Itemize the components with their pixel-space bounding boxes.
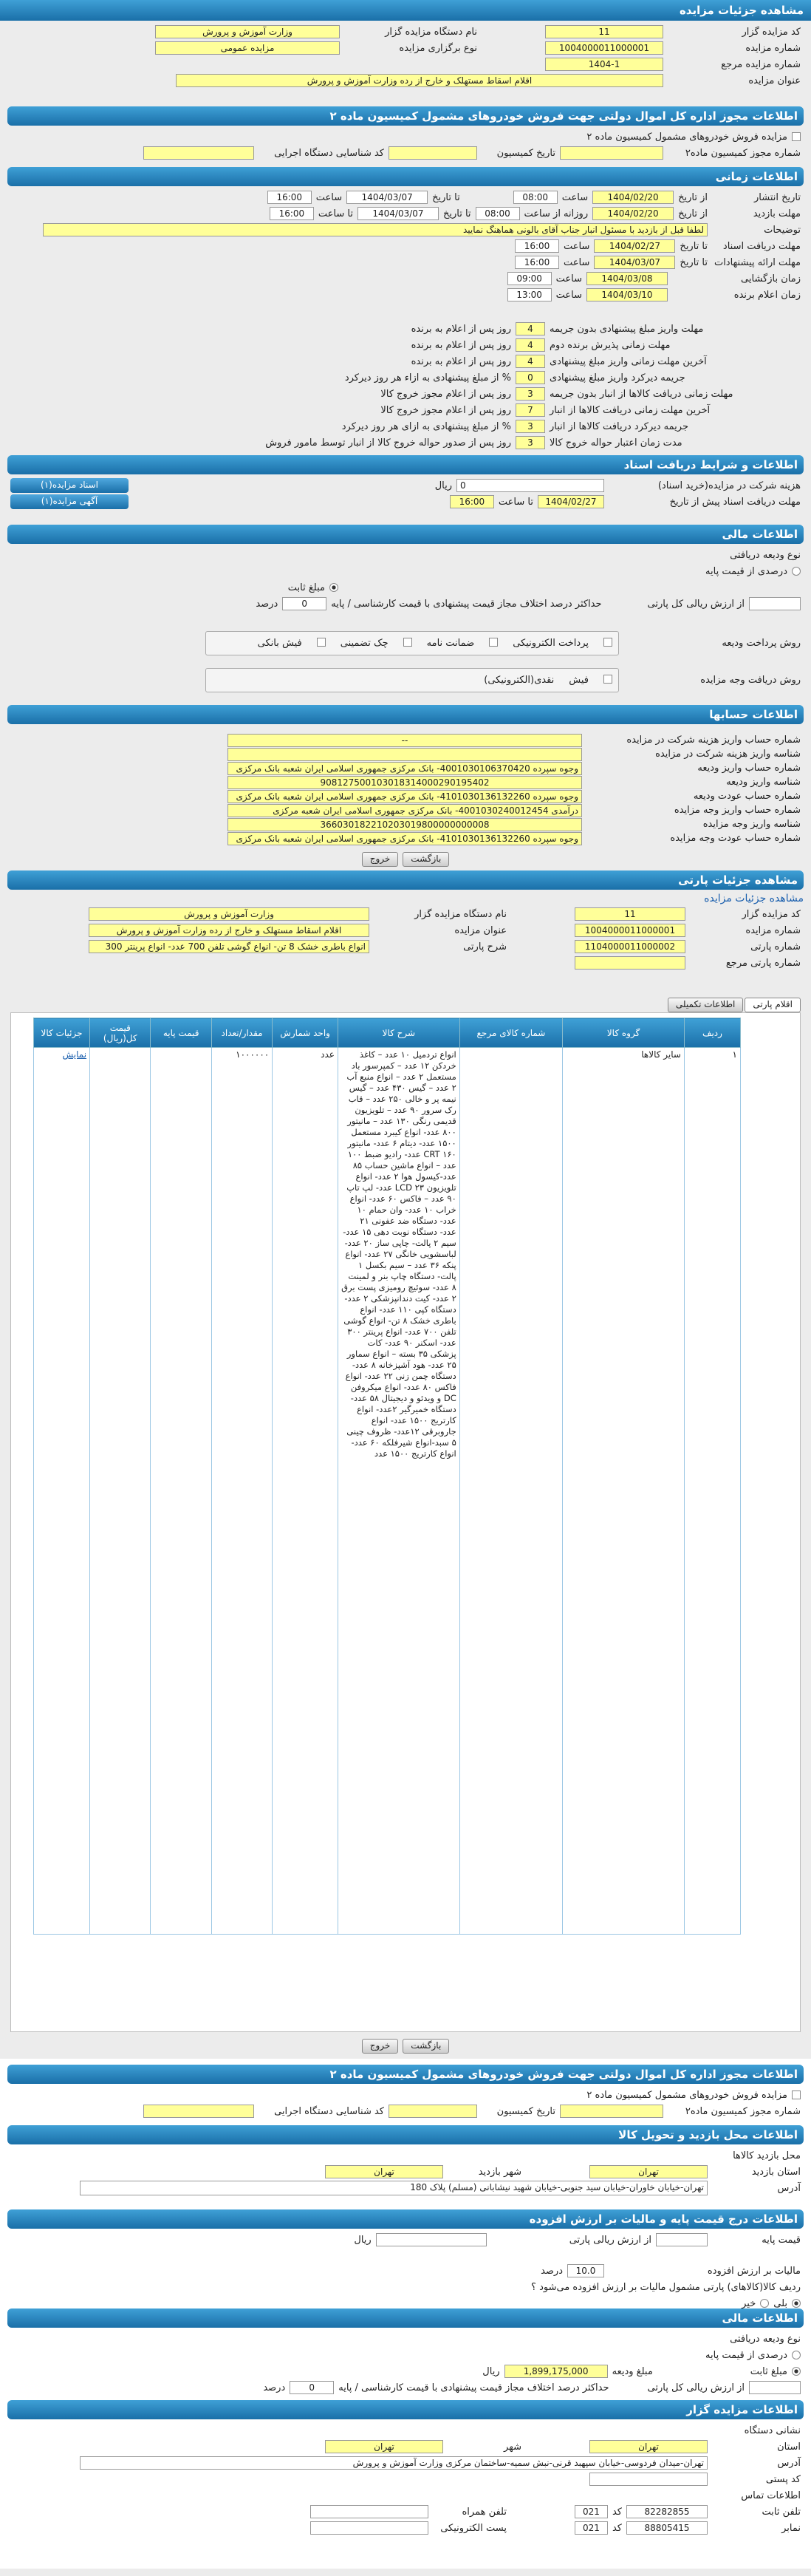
fin2-amount-label: مبلغ ودیعه	[612, 2365, 653, 2377]
deadline-unit: روز پس از اعلام مجوز خروج کالا	[380, 388, 511, 400]
desc-label: توضیحات	[764, 224, 801, 236]
permit2-id-field	[143, 2105, 254, 2118]
fin2-pct-label: درصدی از قیمت پایه	[705, 2349, 787, 2361]
account-value: وجوه سپرده 4101030136132260- بانک مرکزی جمهوری اسلامی ایران شعبه بانک مرکزی	[227, 790, 582, 803]
base-percent-field	[656, 2233, 708, 2246]
timing-section	[0, 189, 811, 304]
row-unit: عدد	[273, 1048, 338, 1935]
deadline-label: مهلت زمانی دریافت کالاها از انبار بدون جریمه	[550, 388, 733, 400]
p-code-label: کد مزایده گزار	[742, 908, 801, 920]
account-label: شناسه واریز ودیعه	[726, 777, 801, 788]
org-mobile-field	[310, 2505, 428, 2518]
account-label: شماره حساب واریز ودیعه	[697, 763, 801, 774]
visit-to-field: 1404/03/07	[357, 207, 439, 220]
fixed-value-field	[749, 597, 801, 610]
back-button-2[interactable]: بازگشت	[403, 2039, 449, 2054]
pct-radio[interactable]	[792, 567, 801, 576]
doc-deadline-label: مهلت دریافت اسناد	[722, 240, 801, 252]
pay-option: پرداخت الکترونیکی	[513, 637, 589, 649]
permit2-check-label: مزایده فروش خودروهای مشمول کمیسیون ماده ۲	[586, 2089, 787, 2101]
vat-field: 10.0	[567, 2264, 604, 2277]
deadline-label: آخرین مهلت زمانی دریافت کالاها از انبار	[550, 404, 711, 416]
accounts-header: اطلاعات حسابها	[7, 705, 804, 724]
p-ref-label: شماره پارتی مرجع	[725, 957, 801, 969]
fin2-val-label: از ارزش ریالی کل پارتی	[647, 2382, 745, 2393]
ref-label: شماره مزایده مرجع	[721, 58, 801, 70]
publish-label: تاریخ انتشار	[754, 191, 801, 203]
p-desc-label: شرح پارتی	[463, 941, 507, 953]
party-header: مشاهده جزئیات پارتی	[7, 870, 804, 890]
from-label: از تاریخ	[678, 191, 708, 203]
table-row	[34, 1048, 741, 1935]
doc-deadline-time: 16:00	[515, 239, 559, 253]
type-label: نوع برگزاری مزایده	[399, 42, 477, 54]
permit-id-field	[143, 146, 254, 160]
fin2-fixed-label: مبلغ ثابت	[750, 2365, 787, 2377]
pay-electronic-checkbox[interactable]	[603, 638, 612, 647]
permit-checkbox[interactable]	[792, 132, 801, 141]
org-email-label: پست الکترونیکی	[440, 2522, 507, 2534]
time-label: ساعت	[315, 191, 343, 203]
col-header: مقدار/تعداد	[211, 1018, 272, 1048]
permit2-date-label: تاریخ کمیسیون	[496, 2105, 555, 2117]
fin2-fixed-radio[interactable]	[792, 2367, 801, 2376]
p-num-label: شماره مزایده	[745, 924, 801, 936]
vat-yes-label: بلی	[773, 2297, 787, 2309]
org-device-label: نشانی دستگاه	[744, 2425, 801, 2436]
till-label: تا ساعت	[498, 496, 533, 508]
visit-addr-label: آدرس	[777, 2182, 801, 2194]
fin2-header: اطلاعات مالی	[7, 2308, 804, 2328]
deadline-label: جریمه دیرکرد دریافت کالاها از انبار	[550, 420, 688, 432]
pay-guarantee-checkbox[interactable]	[489, 638, 498, 647]
permit-no-label: شماره مجوز کمیسیون ماده۲	[685, 147, 801, 159]
account-value	[227, 748, 582, 761]
visit-from-field: 1404/02/20	[592, 207, 674, 220]
publish-to-field: 1404/03/07	[346, 191, 428, 204]
org-header: اطلاعات مزایده گزار	[7, 2400, 804, 2419]
deadline-label: آخرین مهلت زمانی واریز مبلغ پیشنهادی	[550, 355, 707, 367]
p-code-field: 11	[575, 907, 685, 921]
org-code-field: 021	[575, 2505, 608, 2518]
docs-deadline-label: مهلت دریافت اسناد پیش از تاریخ	[669, 496, 801, 508]
deadline-label: مهلت واریز مبلغ پیشنهادی بدون جریمه	[550, 323, 704, 335]
exit-button-2[interactable]: خروج	[362, 2039, 399, 2054]
items-panel	[10, 1012, 801, 2032]
fixed-val-label: از ارزش ریالی کل پارتی	[647, 598, 745, 610]
org-prov-field: تهران	[589, 2440, 708, 2453]
deadline-value: 4	[516, 355, 545, 368]
pay-option: فیش بانکی	[257, 637, 302, 649]
org-label: نام دستگاه مزایده گزار	[385, 26, 477, 38]
exit-button[interactable]: خروج	[362, 852, 399, 867]
visit-place-label: محل بازدید کالاها	[733, 2150, 801, 2161]
account-label: شماره حساب واریز وجه مزایده	[674, 805, 801, 816]
row-total	[90, 1048, 151, 1935]
permit-date-field	[389, 146, 477, 160]
org-field: وزارت آموزش و پرورش	[155, 25, 340, 38]
number-field: 1004000011000001	[545, 41, 663, 55]
p-party-field: 1104000011000002	[575, 940, 685, 953]
bid-deadline-field: 1404/03/07	[594, 256, 675, 269]
account-value: 366030182210203019800000000008	[227, 818, 582, 831]
pay-option: ضمانت نامه	[426, 637, 475, 649]
deadline-unit: روز پس از صدور حواله خروج کالا از انبار توسط مامور فروش	[265, 437, 511, 449]
col-header: ردیف	[684, 1018, 740, 1048]
to-label: تا تاریخ	[432, 191, 460, 203]
fin2-rial: ریال	[482, 2365, 500, 2377]
account-label: شناسه واریز وجه مزایده	[702, 819, 801, 830]
permit2-date-field	[389, 2105, 477, 2118]
account-value: وجوه سپرده 4101030136132260- بانک مرکزی جمهوری اسلامی ایران شعبه بانک مرکزی	[227, 832, 582, 845]
bid-deadline-time: 16:00	[515, 256, 559, 269]
publish-from-time: 08:00	[513, 191, 558, 204]
docs-deadline-time: 16:00	[450, 495, 494, 508]
org-phone-field: 82282855	[626, 2505, 708, 2518]
pay-label: روش پرداخت ودیعه	[722, 637, 801, 649]
deadline-label: مهلت زمانی پذیرش برنده دوم	[550, 339, 671, 351]
org-email-field	[310, 2521, 428, 2535]
visit-label: مهلت بازدید	[753, 208, 801, 219]
fin2-max-label: حداکثر درصد اختلاف مجاز قیمت پیشنهادی با قیمت کارشناسی / پایه	[338, 2382, 609, 2393]
tax-header: اطلاعات درج قیمت پایه و مالیات بر ارزش افزوده	[7, 2209, 804, 2229]
pct-unit: درصد	[256, 598, 278, 610]
max-pct-field: 0	[282, 597, 326, 610]
time-label: ساعت	[555, 289, 582, 301]
account-label: شناسه واریز هزینه شرکت در مزایده	[655, 749, 801, 760]
p-num-field: 1004000011000001	[575, 924, 685, 937]
docs-deadline-field: 1404/02/27	[538, 495, 604, 508]
permit-date-label: تاریخ کمیسیون	[496, 147, 555, 159]
recv-label: روش دریافت وجه مزایده	[700, 674, 801, 686]
org-postal-field	[589, 2473, 708, 2486]
pct-label: درصدی از قیمت پایه	[705, 565, 787, 577]
tab-party-items[interactable]: اقلام پارتی	[745, 998, 801, 1012]
permit2-id-label: کد شناسایی دستگاه اجرایی	[274, 2105, 384, 2117]
p-org-label: نام دستگاه مزایده گزار	[414, 908, 507, 920]
org-addr-label: آدرس	[777, 2457, 801, 2469]
account-label: شماره حساب عودت ودیعه	[693, 791, 801, 802]
org-fax-field: 88805415	[626, 2521, 708, 2535]
finance-header: اطلاعات مالی	[7, 525, 804, 544]
back-button[interactable]: بازگشت	[403, 852, 449, 867]
permit2-no-label: شماره مجوز کمیسیون ماده۲	[685, 2105, 801, 2117]
open-label: زمان بازگشایی	[741, 273, 801, 284]
p-title-label: عنوان مزایده	[454, 924, 507, 936]
permit-header: اطلاعات مجوز اداره کل اموال دولتی جهت فروش خودروهای مشمول کمیسیون ماده ۲	[7, 106, 804, 126]
doc-deadline-field: 1404/02/27	[594, 239, 675, 253]
recv-slip-checkbox[interactable]	[603, 675, 612, 684]
visit-to-time: 16:00	[270, 207, 314, 220]
deadline-value: 0	[516, 371, 545, 384]
deadline-label: مدت زمان اعتبار حواله خروج کالا	[550, 437, 682, 449]
vat-yes-radio[interactable]	[792, 2299, 801, 2308]
accounts-section	[0, 727, 811, 868]
p-title-field: اقلام اسقاط مستهلک و خارج از رده وزارت آموزش و پرورش	[89, 924, 369, 937]
row-price	[151, 1048, 211, 1935]
vat-no-radio[interactable]	[760, 2299, 769, 2308]
vat-question: ردیف کالا(کالاهای) پارتی مشمول مالیات بر ارزش افزوده می‌شود ؟	[531, 2281, 801, 2293]
deadline-unit: روز پس از اعلام به برنده	[411, 355, 511, 367]
timing-header: اطلاعات زمانی	[7, 167, 804, 186]
col-header: قیمت کل(ریال)	[90, 1018, 151, 1048]
ad-button[interactable]: آگهی مزایده(۱)	[10, 494, 129, 509]
desc-field: لطفا قبل از بازدید با مسئول انبار جناب آقای بالونی هماهنگ نمایید	[43, 223, 708, 236]
org-code-field: 021	[575, 2521, 608, 2535]
fixed-label: مبلغ ثابت	[287, 582, 325, 593]
pay-option: چک تضمینی	[340, 637, 389, 649]
visit-prov-field: تهران	[589, 2165, 708, 2178]
permit-no-field	[560, 146, 663, 160]
visit-city-field: تهران	[325, 2165, 443, 2178]
winner-label: زمان اعلام برنده	[733, 289, 801, 301]
winner-date-field: 1404/03/10	[586, 288, 668, 301]
account-value: درآمدی 4001030240012454- بانک مرکزی جمهوری اسلامی ایران شعبه مرکزی	[227, 804, 582, 817]
org-city-label: شهر	[503, 2441, 521, 2453]
time-label: ساعت	[564, 240, 590, 252]
max-label: حداکثر درصد اختلاف مجاز قیمت پیشنهادی با قیمت کارشناسی / پایه	[331, 598, 602, 610]
party-sub: مشاهده جزئیات مزایده	[704, 893, 804, 904]
deadline-unit: روز پس از اعلام مجوز خروج کالا	[380, 404, 511, 416]
recv-option: نقدی(الکترونیکی)	[484, 674, 555, 686]
org-mobile-label: تلفن همراه	[462, 2506, 507, 2518]
p-desc-field: انواع باطری خشک 8 تن- انواع گوشی تلفن 700 عدد- انواع پرینتر 300	[89, 940, 369, 953]
fee-label: هزینه شرکت در مزایده(خرید اسناد)	[657, 480, 801, 491]
deadline-value: 3	[516, 387, 545, 401]
deadline-value: 4	[516, 322, 545, 335]
ref-field: 1404-1	[545, 58, 663, 71]
deadline-unit: روز پس از اعلام به برنده	[411, 323, 511, 335]
fin2-pct-radio[interactable]	[792, 2351, 801, 2359]
deadline-value: 3	[516, 436, 545, 449]
daily-label: روزانه از ساعت	[524, 208, 589, 219]
base-text: از ارزش ریالی پارتی	[569, 2234, 651, 2246]
fin2-pct-unit: درصد	[263, 2382, 286, 2393]
org-addr-field: تهران-میدان فردوسی-خیابان سپهبد قرنی-نبش سمیه-ساختمان مرکزی وزارت آموزش و پرورش	[80, 2456, 708, 2470]
account-value: 908127500103018314000290195402	[227, 776, 582, 789]
account-label: شماره حساب واریز هزینه شرکت در مزایده	[626, 735, 801, 746]
row-index: ۱	[684, 1048, 740, 1935]
visit-city-label: شهر بازدید	[478, 2166, 521, 2178]
col-header: واحد شمارش	[273, 1018, 338, 1048]
org-contact-label: اطلاعات تماس	[741, 2490, 801, 2501]
type-field: مزایده عمومی	[155, 41, 340, 55]
open-time-field: 09:00	[507, 272, 552, 285]
items-table	[33, 1018, 741, 1935]
page-title: مشاهده جزئیات مزایده	[0, 0, 811, 21]
vat-label: مالیات بر ارزش افزوده	[707, 2265, 801, 2277]
fin2-amount-field: 1,899,175,000	[504, 2365, 608, 2378]
docs-header: اطلاعات و شرایط دریافت اسناد	[7, 455, 804, 474]
row-group: سایر کالاها	[563, 1048, 685, 1935]
visit-header: اطلاعات محل بازدید و تحویل کالا	[7, 2125, 804, 2144]
tab-extra-info[interactable]: اطلاعات تکمیلی	[668, 998, 743, 1012]
time-label: ساعت	[555, 273, 582, 284]
from-label: از تاریخ	[678, 208, 708, 219]
permit2-header: اطلاعات مجوز اداره کل اموال دولتی جهت فروش خودروهای مشمول کمیسیون ماده ۲	[7, 2065, 804, 2084]
vat-unit: درصد	[541, 2265, 563, 2277]
p-org-field: وزارت آموزش و پرورش	[89, 907, 369, 921]
row-detail-link[interactable]: نمایش	[34, 1048, 90, 1935]
title-field: اقلام اسقاط مستهلک و خارج از رده وزارت آموزش و پرورش	[176, 74, 663, 87]
party-section	[0, 906, 811, 993]
col-header: قیمت پایه	[151, 1018, 211, 1048]
code-field: 11	[545, 25, 663, 38]
col-header: شرح کالا	[338, 1018, 459, 1048]
org-city-field: تهران	[325, 2440, 443, 2453]
permit2-no-field	[560, 2105, 663, 2118]
publish-from-field: 1404/02/20	[592, 191, 674, 204]
visit-addr-field: تهران-خیابان خاوران-خیابان سید جنوبی-خیابان شهید نیشابانی (مسلم) پلاک 180	[80, 2181, 708, 2195]
vat-no-label: خیر	[742, 2297, 756, 2309]
to-time-label: تا ساعت	[318, 208, 353, 219]
fee-field: 0	[456, 479, 604, 492]
fixed-radio[interactable]	[329, 583, 338, 592]
org-prov-label: استان	[777, 2441, 801, 2453]
fee-unit: ریال	[434, 480, 452, 491]
permit-check-label: مزایده فروش خودروهای مشمول کمیسیون ماده ۲	[586, 131, 787, 143]
to-label: تا تاریخ	[680, 240, 708, 252]
base-price-label: قیمت پایه	[762, 2234, 801, 2246]
deadline-label: جریمه دیرکرد واریز مبلغ پیشنهادی	[550, 372, 685, 384]
permit-id-label: کد شناسایی دستگاه اجرایی	[274, 147, 384, 159]
col-header: شماره کالای مرجع	[459, 1018, 562, 1048]
base-unit: ریال	[354, 2234, 372, 2246]
fin2-max-field: 0	[290, 2381, 334, 2394]
winner-time-field: 13:00	[507, 288, 552, 301]
open-date-field: 1404/03/08	[586, 272, 668, 285]
deadline-unit: روز پس از اعلام به برنده	[411, 339, 511, 351]
visit-daily-from: 08:00	[476, 207, 520, 220]
number-label: شماره مزایده	[745, 42, 801, 54]
auction-info	[0, 24, 811, 103]
to-label: تا تاریخ	[680, 256, 708, 268]
publish-to-time: 16:00	[267, 191, 312, 204]
org-fax-label: نمابر	[781, 2522, 801, 2534]
col-header: گروه کالا	[563, 1018, 685, 1048]
pay-slip-checkbox[interactable]	[317, 638, 326, 647]
bid-deadline-label: مهلت ارائه پیشنهادات	[714, 256, 801, 268]
org-code-label: کد	[612, 2522, 622, 2534]
docs-button[interactable]: اسناد مزایده(۱)	[10, 478, 129, 493]
org-phone-label: تلفن ثابت	[762, 2506, 801, 2518]
p-party-label: شماره پارتی	[750, 941, 801, 953]
deadline-value: 7	[516, 403, 545, 417]
deadline-unit: % از مبلغ پیشنهادی به ازاء هر روز دیرکرد	[344, 372, 511, 384]
org-postal-label: کد پستی	[765, 2473, 801, 2485]
row-desc: انواع تردمیل ۱۰ عدد – کاغذ خردکن ۱۲ عدد – کمپرسور باد مستعمل ۲ عدد – انواع منبع آب ۲ عدد – گیس ۴۳۰ عدد – گیس نیمه پر و خالی ۲۵۰ عدد – قاب رک سرور ۹۰ عدد – تلویزیون قدیمی رنگی ۱۳۰ عدد – مانیتور ۸۰۰ عدد- انواع کیبرد مستعمل ۱۵۰۰ عدد- دیتام ۶ عدد- مانیتور CRT ۱۶۰ عدد- رادیو ضبط ۱۰۰ عدد – انواع ماشین حساب ۸۵ عدد-کیسول هوا ۲ عدد- انواع تلویزیون LCD ۲۳ عدد- لپ تاپ ۹۰ عدد – فاکس ۶۰ عدد- انواع خراب ۱۰ عدد- وان حمام ۱۰ عدد- دستگاه ضد عفونی ۲۱ عدد- دستگاه نوبت دهی ۱۵ عدد- سیم ۲ پالت- چاپی ساز ۲۰ عدد- لباسشویی خانگی ۲۷ عدد- انواع پنکه ۳۶ عدد – سیم بکسل ۱ پالت- دستگاه چاپ بنر و لمینت ۸ عدد- سوئیچ رومیزی پست برق ۲ عدد- کیت دندانپزشکی ۲ عدد- دستگاه کپی ۱۱۰ عدد- انواع باطری خشک ۸ تن- انواع گوشی تلفن ۷۰۰ عدد- انواع پرینتر ۳۰۰ عدد- اسکنر ۹۰ عدد- کات پزشکی ۳۵ بسته – انواع سماور ۲۵ عدد- هود آشپزخانه ۸ عدد- دستگاه چمن زنی ۲۲ عدد- انواع فاکس ۸۰ عدد- انواع میکروفن DC و ویدئو و دیجیتال ۵۸ عدد- دستگاه خمیرگیر ۲عدد- انواع کارتریج ۱۵۰۰ عدد- انواع جاروبرقی ۱۲عدد- ظروف چینی ۵ سبد-انواع شیرفلکه ۶۰ عدد- انواع کارتریج ۱۵۰۰ عدد	[338, 1048, 459, 1935]
permit2-checkbox[interactable]	[792, 2091, 801, 2099]
row-qty: ۱۰۰۰۰۰۰	[211, 1048, 272, 1935]
deadline-value: 4	[516, 338, 545, 352]
fin2-val-field	[749, 2381, 801, 2394]
to-label: تا تاریخ	[442, 208, 471, 219]
deposit-type-label: نوع ودیعه دریافتی	[730, 549, 801, 561]
deadline-value: 3	[516, 420, 545, 433]
base-price-field	[376, 2233, 487, 2246]
row-ref	[459, 1048, 562, 1935]
time-label: ساعت	[564, 256, 590, 268]
account-value: --	[227, 734, 582, 747]
title-label: عنوان مزایده	[748, 75, 801, 86]
p-ref-field	[575, 956, 685, 970]
code-label: کد مزایده گزار	[742, 26, 801, 38]
pay-check-checkbox[interactable]	[403, 638, 412, 647]
account-value: وجوه سپرده 4001030106370420- بانک مرکزی جمهوری اسلامی ایران شعبه بانک مرکزی	[227, 762, 582, 775]
deadlines-section	[0, 304, 811, 452]
time-label: ساعت	[561, 191, 589, 203]
deadline-unit: % از مبلغ پیشنهادی به ازای هر روز دیرکرد	[341, 420, 511, 432]
col-header: جزئیات کالا	[34, 1018, 90, 1048]
fin2-deposit-type: نوع ودیعه دریافتی	[730, 2333, 801, 2345]
finance-section	[0, 547, 811, 702]
account-label: شماره حساب عودت وجه مزایده	[670, 833, 801, 844]
recv-option: فیش	[569, 674, 589, 686]
visit-prov-label: استان بازدید	[751, 2166, 801, 2178]
org-code-label: کد	[612, 2506, 622, 2518]
